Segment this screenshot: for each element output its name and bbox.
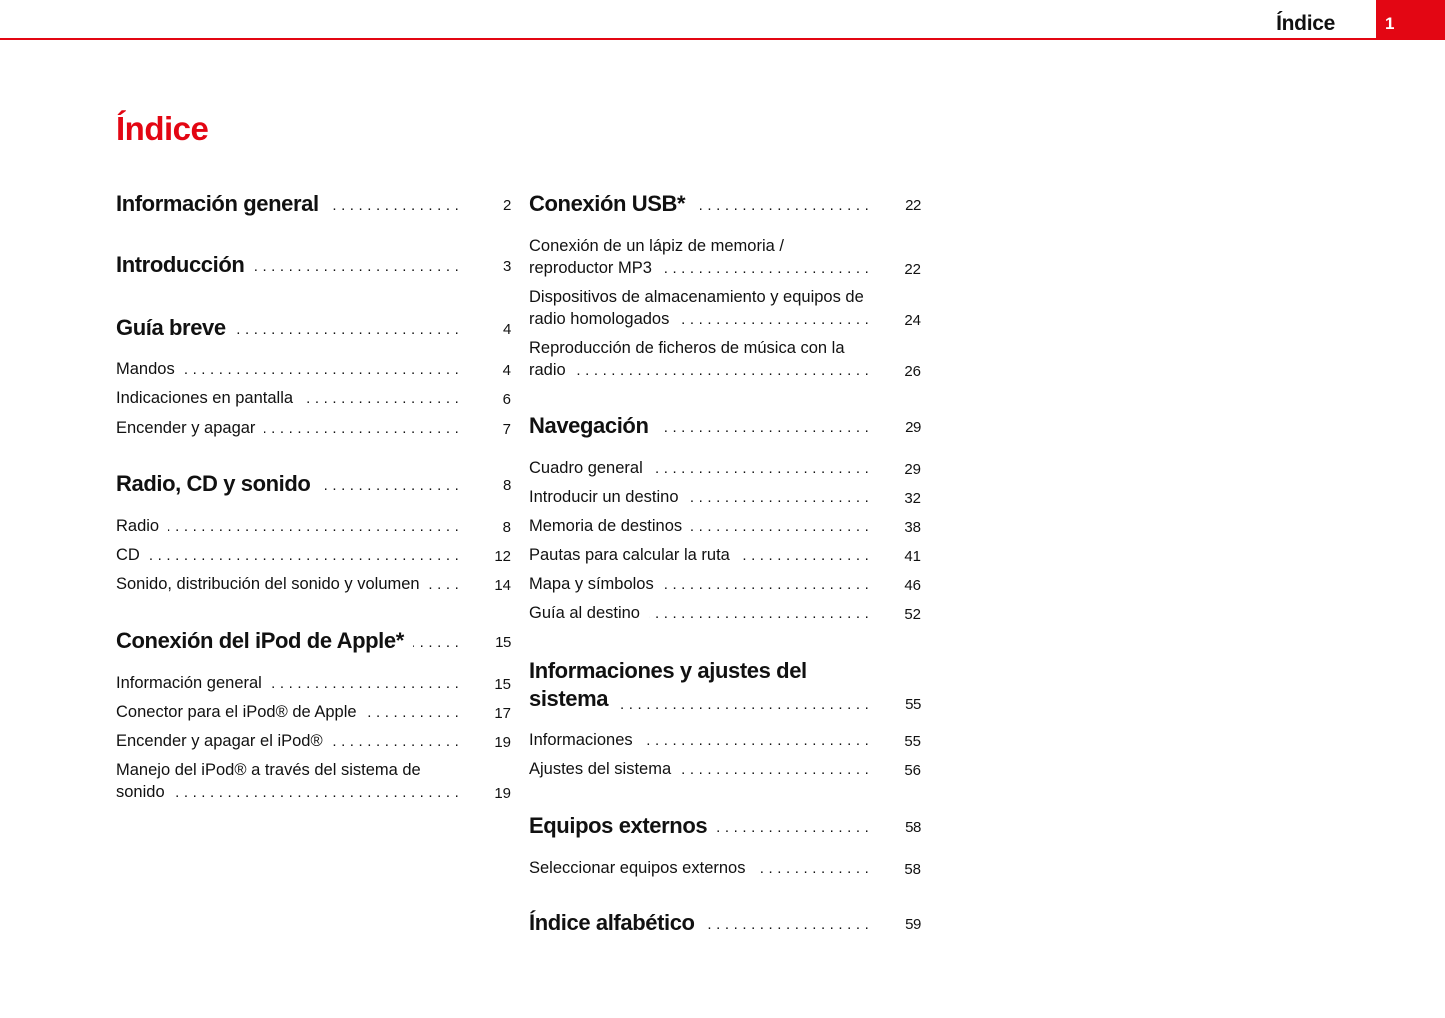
- toc-page-number: 22: [904, 261, 921, 278]
- toc-item[interactable]: [529, 457, 921, 479]
- toc-item[interactable]: [529, 515, 921, 537]
- toc-page-number: 15: [494, 676, 511, 693]
- toc-label: Pautas para calcular la ruta: [529, 546, 739, 564]
- toc-label: Encender y apagar: [116, 419, 264, 437]
- toc-label: sonido: [116, 783, 174, 801]
- toc-section[interactable]: [116, 315, 511, 341]
- toc-page-number: 58: [904, 861, 921, 878]
- toc-label: Reproducción de ficheros de música con la: [529, 339, 845, 357]
- toc-page-number: 4: [502, 362, 511, 379]
- toc-page-number: 29: [905, 419, 921, 436]
- dot-leader: [529, 360, 869, 381]
- toc-section[interactable]: [116, 191, 511, 217]
- page-number-badge: [1376, 0, 1445, 40]
- toc-item[interactable]: [529, 337, 921, 381]
- toc-label: Conexión del iPod de Apple*: [116, 628, 413, 653]
- toc-label: reproductor MP3: [529, 259, 661, 277]
- toc-label: CD: [116, 546, 149, 564]
- toc-section[interactable]: [116, 628, 511, 654]
- toc-label: Manejo del iPod® a través del sistema de: [116, 761, 421, 779]
- toc-page-number: 7: [502, 421, 511, 438]
- toc-item[interactable]: [529, 486, 921, 508]
- header-title: Índice: [1276, 12, 1335, 35]
- toc-page-number: 29: [904, 461, 921, 478]
- toc-item[interactable]: [116, 417, 511, 439]
- toc-label: radio: [529, 361, 575, 379]
- toc-item[interactable]: [116, 387, 511, 409]
- toc-section[interactable]: [529, 910, 921, 936]
- toc-item[interactable]: [116, 358, 511, 380]
- toc-page-number: 46: [904, 577, 921, 594]
- toc-label: Mapa y símbolos: [529, 575, 663, 593]
- toc-item[interactable]: [116, 730, 511, 752]
- toc-item[interactable]: [116, 544, 511, 566]
- toc-label: Indicaciones en pantalla: [116, 389, 302, 407]
- header-rule: [0, 38, 1445, 40]
- toc-page-number: 8: [503, 477, 511, 494]
- toc-page-number: 2: [503, 197, 511, 214]
- toc-label: Informaciones y ajustes del: [529, 658, 807, 683]
- toc-item[interactable]: [529, 544, 921, 566]
- toc-label: Conexión de un lápiz de memoria /: [529, 237, 784, 255]
- toc-page-number: 17: [494, 705, 511, 722]
- toc-label: Cuadro general: [529, 459, 652, 477]
- toc-page-number: 55: [904, 733, 921, 750]
- toc-section[interactable]: [529, 413, 921, 439]
- toc-item[interactable]: [116, 573, 511, 595]
- toc-label: Conexión USB*: [529, 191, 694, 216]
- toc-page-number: 14: [494, 577, 511, 594]
- toc-item[interactable]: [529, 235, 921, 279]
- toc-label: Memoria de destinos: [529, 517, 691, 535]
- toc-section[interactable]: [529, 191, 921, 217]
- toc-page-number: 59: [905, 916, 921, 933]
- toc-item[interactable]: [116, 672, 511, 694]
- toc-section[interactable]: [529, 813, 921, 839]
- toc-label: Introducción: [116, 252, 253, 277]
- toc-label: Índice alfabético: [529, 910, 704, 935]
- toc-page-number: 26: [904, 363, 921, 380]
- toc-label: sistema: [529, 686, 617, 711]
- toc-page-number: 12: [494, 548, 511, 565]
- toc-label: Navegación: [529, 413, 658, 438]
- toc-page-number: 3: [503, 258, 511, 275]
- toc-label: Radio, CD y sonido: [116, 471, 319, 496]
- toc-label: radio homologados: [529, 310, 678, 328]
- toc-section[interactable]: [529, 657, 921, 713]
- toc-item[interactable]: [529, 286, 921, 330]
- toc-item[interactable]: [116, 701, 511, 723]
- toc-page-number: 56: [904, 762, 921, 779]
- toc-item[interactable]: [116, 759, 511, 803]
- toc-page-number: 8: [502, 519, 511, 536]
- toc-page-number: 6: [502, 391, 511, 408]
- page-title: Índice: [116, 110, 209, 147]
- toc-label: Información general: [116, 674, 271, 692]
- toc-label: Seleccionar equipos externos: [529, 859, 754, 877]
- toc-page-number: 55: [905, 696, 921, 713]
- toc-page-number: 4: [503, 321, 511, 338]
- toc-page-number: 32: [904, 490, 921, 507]
- toc-section[interactable]: [116, 252, 511, 278]
- toc-page-number: 38: [904, 519, 921, 536]
- toc-label: Guía al destino: [529, 604, 649, 622]
- toc-page-number: 22: [905, 197, 921, 214]
- dot-leader: [116, 545, 459, 566]
- toc-label: Información general: [116, 191, 328, 216]
- toc-label: Informaciones: [529, 731, 642, 749]
- toc-item[interactable]: [529, 573, 921, 595]
- toc-page-number: 19: [494, 734, 511, 751]
- toc-item[interactable]: [529, 729, 921, 751]
- toc-item[interactable]: [529, 602, 921, 624]
- toc-item[interactable]: [116, 515, 511, 537]
- toc-label: Dispositivos de almacenamiento y equipos de: [529, 288, 864, 306]
- toc-label: Ajustes del sistema: [529, 760, 680, 778]
- toc-label: Conector para el iPod® de Apple: [116, 703, 366, 721]
- toc-page-number: 24: [904, 312, 921, 329]
- toc-label: Encender y apagar el iPod®: [116, 732, 332, 750]
- toc-page-number: 41: [904, 548, 921, 565]
- toc-label: Guía breve: [116, 315, 235, 340]
- toc-page-number: 52: [904, 606, 921, 623]
- toc-page-number: 15: [495, 634, 511, 651]
- toc-item[interactable]: [529, 857, 921, 879]
- toc-page-number: 19: [494, 785, 511, 802]
- toc-page-number: 58: [905, 819, 921, 836]
- toc-label: Introducir un destino: [529, 488, 688, 506]
- toc-label: Sonido, distribución del sonido y volumen: [116, 575, 429, 593]
- page-number: 1: [1385, 14, 1395, 33]
- toc-label: Radio: [116, 517, 168, 535]
- toc-section[interactable]: [116, 471, 511, 497]
- toc-label: Equipos externos: [529, 813, 716, 838]
- toc-item[interactable]: [529, 758, 921, 780]
- toc-label: Mandos: [116, 360, 184, 378]
